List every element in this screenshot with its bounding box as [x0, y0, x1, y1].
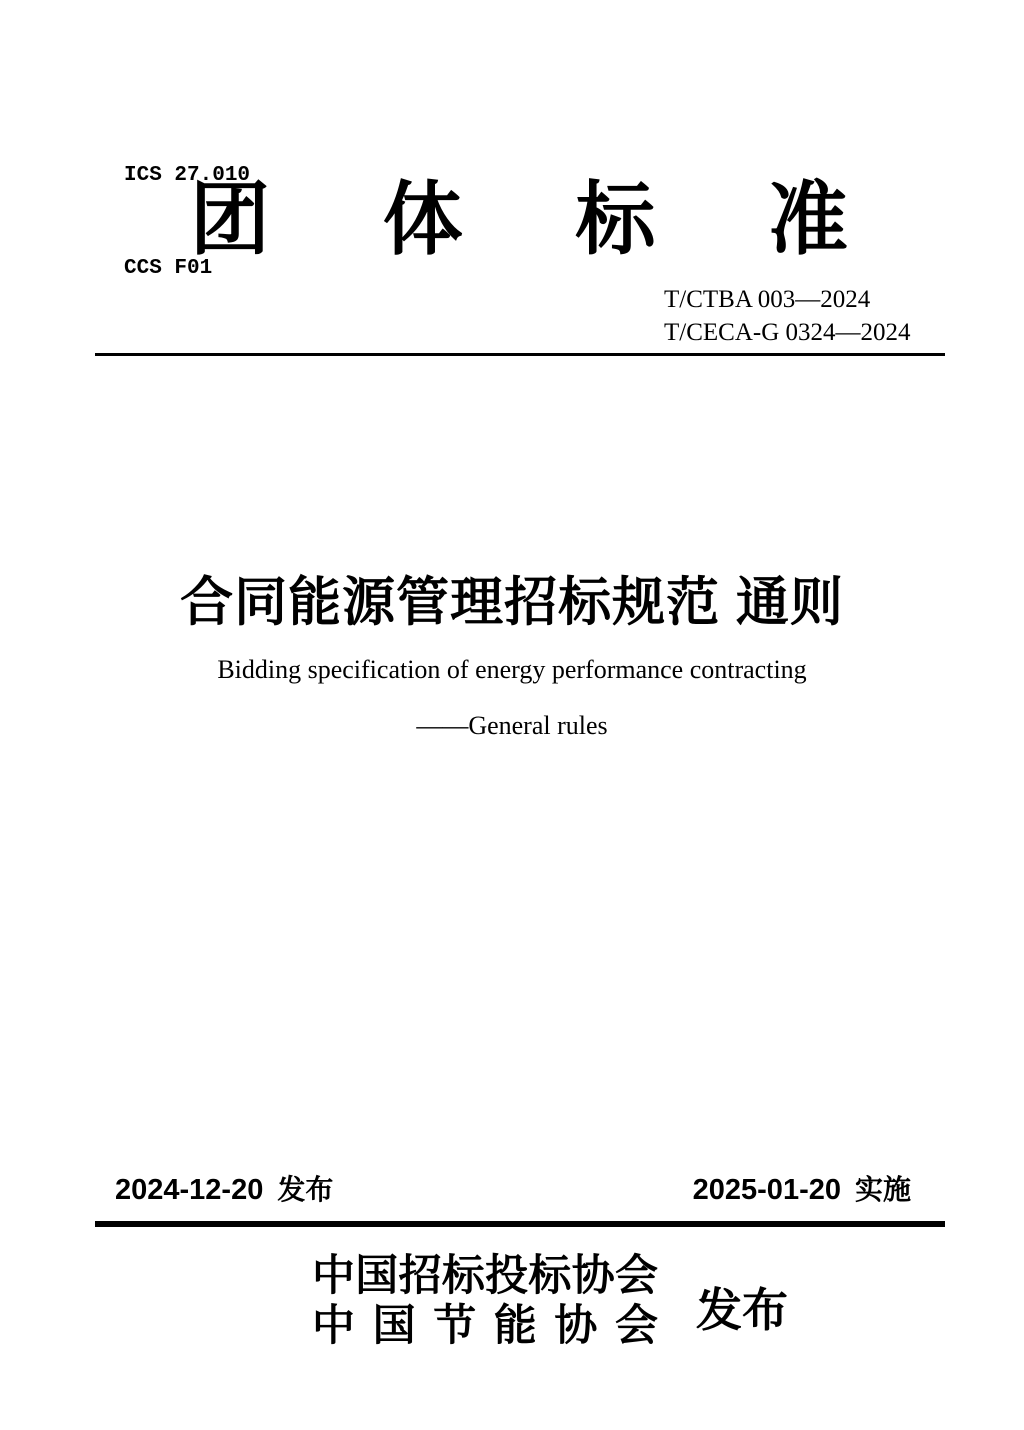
standard-number-primary: T/CTBA 003—2024: [664, 286, 871, 313]
implementation-date: 2025-01-20: [692, 1174, 841, 1206]
publisher-primary: 中国招标投标协会: [312, 1253, 658, 1300]
ics-code: ICS 27.010: [124, 164, 251, 187]
publisher-names: [312, 1252, 658, 1352]
standard-number-secondary: T/CECA-G 0324—2024: [664, 319, 911, 346]
standard-number-block: [664, 283, 911, 349]
bottom-divider-rule: [95, 1221, 945, 1227]
release-date-label: 发布: [277, 1174, 334, 1205]
title-chinese: 合同能源管理招标规范 通则: [180, 573, 844, 632]
release-date: 2024-12-20: [115, 1174, 264, 1206]
publish-action-label: 发布: [696, 1285, 788, 1336]
publishers-block: [312, 1252, 788, 1352]
implementation-date-group: [693, 1168, 911, 1208]
top-divider-rule: [95, 353, 945, 356]
title-english: Bidding specification of energy performance contracting: [217, 655, 807, 684]
ccs-code: CCS F01: [124, 257, 213, 280]
implementation-date-label: 实施: [854, 1174, 911, 1205]
publisher-secondary: 中国节能协会: [312, 1303, 658, 1350]
document-type-heading: 团体标准: [190, 175, 848, 264]
dates-row: [115, 1168, 911, 1208]
subtitle-english: ——General rules: [416, 711, 608, 740]
release-date-group: [115, 1168, 333, 1208]
